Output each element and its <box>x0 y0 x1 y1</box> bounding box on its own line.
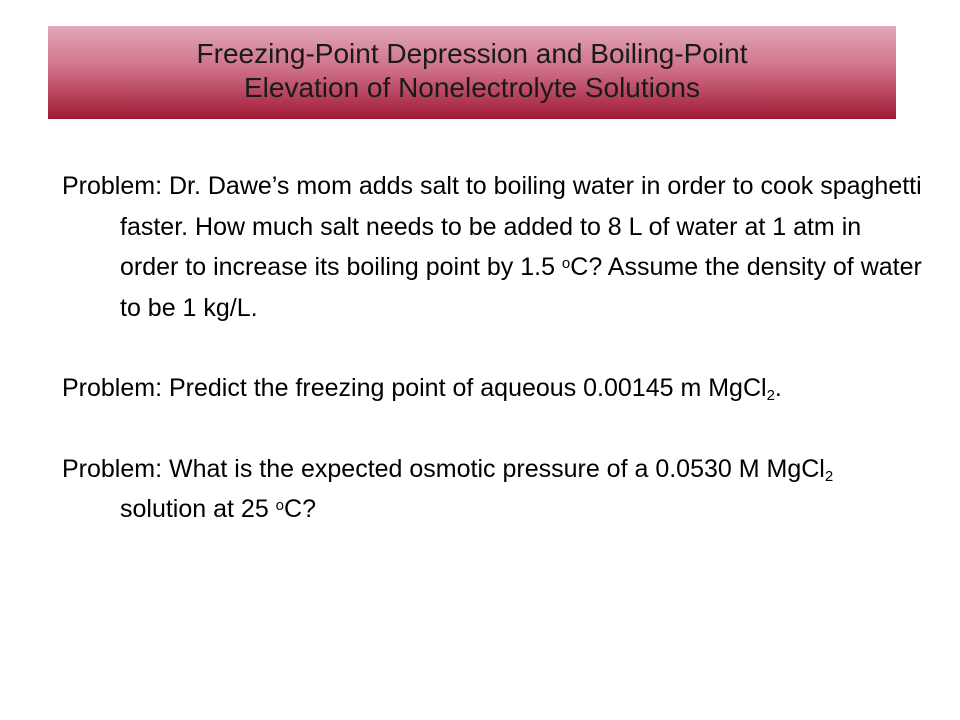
problem-2-text: Problem: Predict the freezing point of aqueous 0.00145 m MgCl <box>62 374 767 402</box>
problem-2-text-end: . <box>774 374 782 402</box>
problem-1-text: Problem: Dr. Dawe’s mom adds salt to boiling water in order to cook spaghetti faster. How much salt needs to be added to 8 L of water at 1 atm in order to increase its boiling point by 1.5 <box>62 172 922 281</box>
problem-3-text-mid: solution at 25 <box>120 495 276 523</box>
problem-2 <box>62 368 922 409</box>
title-line-1: Freezing-Point Depression and Boiling-Point <box>196 37 748 69</box>
problem-3-text: Problem: What is the expected osmotic pressure of a 0.0530 M MgCl <box>62 454 825 483</box>
title-line-2: Elevation of Nonelectrolyte Solutions <box>243 71 701 103</box>
degree-symbol: o <box>275 497 285 514</box>
subscript: 2 <box>824 467 834 485</box>
problem-1-text-end: C? Assume the density of water to be 1 kg/L. <box>120 253 922 322</box>
subscript: 2 <box>766 387 775 404</box>
problem-3 <box>62 449 922 530</box>
problem-3-text-end: C? <box>284 495 316 523</box>
degree-symbol: o <box>561 255 571 272</box>
problem-1 <box>62 166 922 328</box>
title-banner <box>48 26 896 119</box>
slide-content <box>62 166 922 530</box>
